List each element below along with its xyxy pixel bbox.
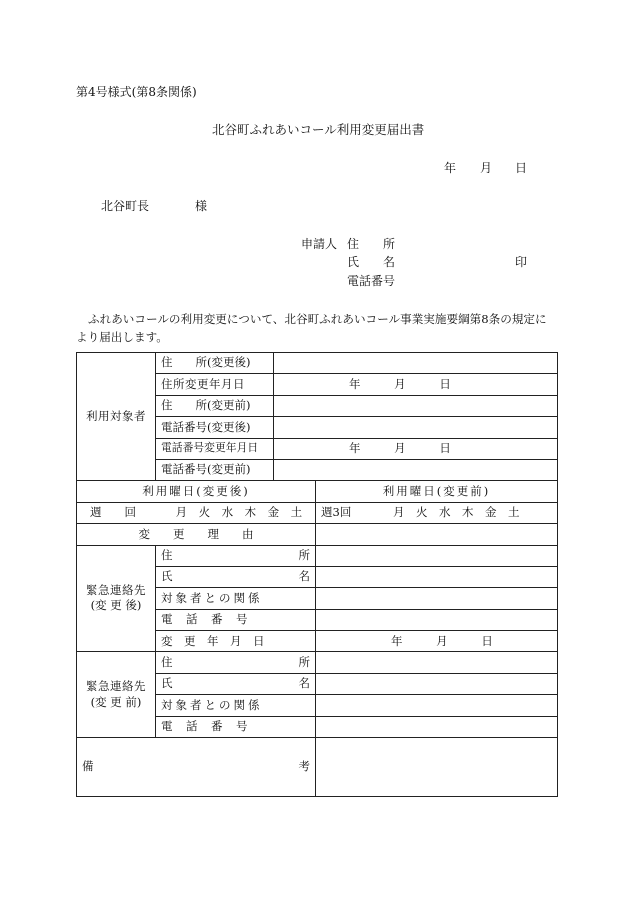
days-before-header: 利用曜日(変更前) — [316, 481, 558, 502]
ec-before-phone-field[interactable] — [316, 716, 558, 737]
days-before-field[interactable]: 週3回 月 火 水 木 金 土 — [316, 502, 558, 523]
remarks-field[interactable] — [316, 738, 558, 797]
ec-before-address-label: 住 所 — [156, 652, 316, 673]
phone-before-field[interactable] — [274, 459, 558, 480]
address-after-field[interactable] — [274, 353, 558, 374]
date-year-label: 年 — [444, 161, 457, 175]
ec-after-phone-field[interactable] — [316, 609, 558, 630]
emergency-after-label: 緊急連絡先 (変 更 後) — [77, 545, 156, 652]
address-change-date-field[interactable]: 年 月 日 — [274, 374, 558, 395]
address-before-label: 住 所(変更前) — [156, 395, 274, 416]
ec-after-name-label: 氏 名 — [156, 566, 316, 587]
change-reason-label: 変 更 理 由 — [77, 524, 316, 545]
address-change-date-label: 住所変更年月日 — [156, 374, 274, 395]
days-after-field[interactable]: 週 回 月 火 水 木 金 土 — [77, 502, 316, 523]
phone-change-date-field[interactable]: 年 月 日 — [274, 438, 558, 459]
ec-after-change-date-label: 変 更 年 月 日 — [156, 631, 316, 652]
address-after-label: 住 所(変更後) — [156, 353, 274, 374]
target-group-label: 利用対象者 — [77, 353, 156, 481]
ec-before-relation-field[interactable] — [316, 695, 558, 716]
ec-after-phone-label: 電 話 番 号 — [156, 609, 316, 630]
change-reason-field[interactable] — [316, 524, 558, 545]
remarks-label: 備 考 — [77, 738, 316, 797]
ec-after-name-field[interactable] — [316, 566, 558, 587]
addressee-suffix: 様 — [195, 199, 208, 213]
ec-after-address-label: 住 所 — [156, 545, 316, 566]
statement-line-2: より届出します。 — [76, 330, 168, 344]
statement-line-1: ふれあいコールの利用変更について、北谷町ふれあいコール事業実施要綱第8条の規定に — [88, 312, 547, 326]
ec-after-relation-label: 対象者との関係 — [156, 588, 316, 609]
seal-mark: 印 — [515, 255, 528, 269]
ec-after-change-date-field[interactable]: 年 月 日 — [316, 631, 558, 652]
ec-before-address-field[interactable] — [316, 652, 558, 673]
ec-before-relation-label: 対象者との関係 — [156, 695, 316, 716]
change-notification-table — [76, 352, 558, 797]
phone-after-field[interactable] — [274, 417, 558, 438]
ec-before-name-field[interactable] — [316, 673, 558, 694]
date-month-label: 月 — [480, 161, 493, 175]
applicant-address-label: 住 所 — [347, 237, 396, 251]
ec-after-relation-field[interactable] — [316, 588, 558, 609]
address-before-field[interactable] — [274, 395, 558, 416]
phone-before-label: 電話番号(変更前) — [156, 459, 274, 480]
phone-after-label: 電話番号(変更後) — [156, 417, 274, 438]
form-title: 北谷町ふれあいコール利用変更届出書 — [212, 122, 425, 137]
applicant-label: 申請人 — [301, 237, 338, 251]
days-after-header: 利用曜日(変更後) — [77, 481, 316, 502]
phone-change-date-label: 電話番号変更年月日 — [156, 438, 274, 459]
form-number: 第4号様式(第8条関係) — [76, 85, 197, 99]
applicant-phone-label: 電話番号 — [347, 274, 396, 288]
emergency-before-label: 緊急連絡先 (変 更 前) — [77, 652, 156, 738]
addressee: 北谷町長 — [101, 199, 150, 213]
applicant-name-label: 氏 名 — [347, 255, 396, 269]
date-day-label: 日 — [515, 161, 528, 175]
ec-before-phone-label: 電 話 番 号 — [156, 716, 316, 737]
ec-before-name-label: 氏 名 — [156, 673, 316, 694]
ec-after-address-field[interactable] — [316, 545, 558, 566]
